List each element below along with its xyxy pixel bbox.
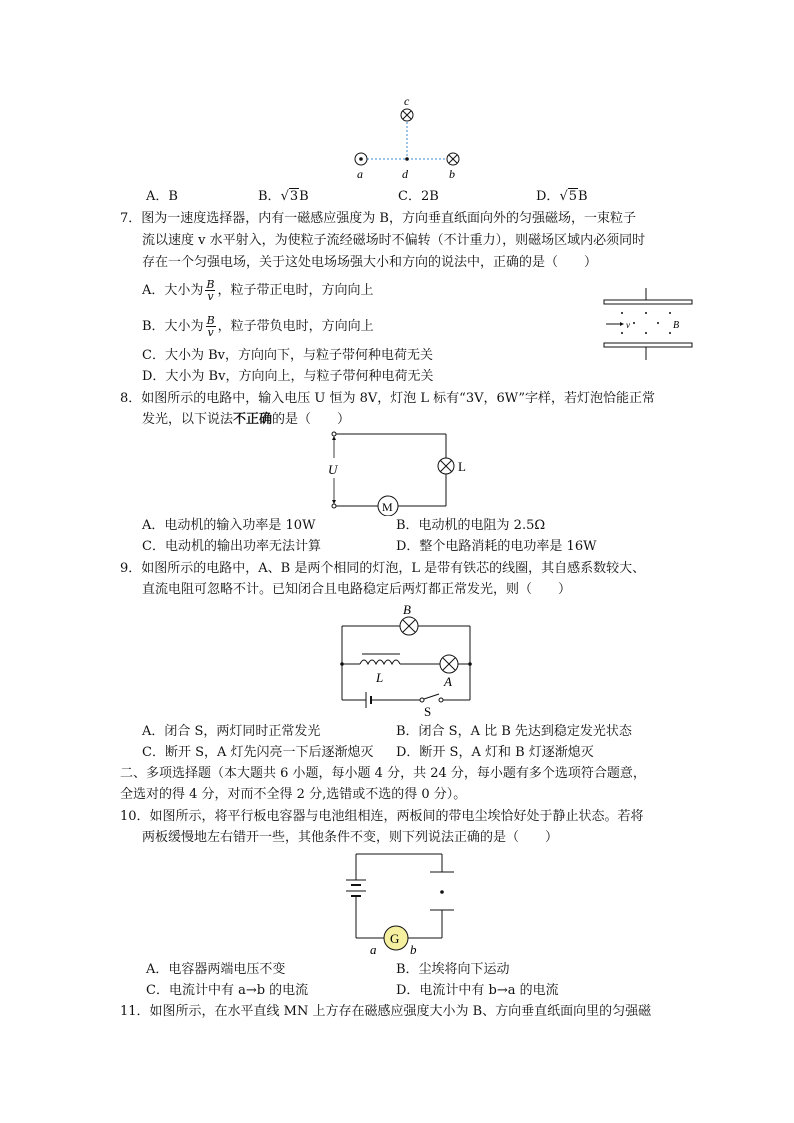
q8-option-b: B．电动机的电阻为 2.5Ω <box>396 518 546 533</box>
q9-option-c: C．断开 S，A 灯先闪亮一下后逐渐熄灭 <box>142 745 374 760</box>
q6-option-a: A．B <box>146 189 178 204</box>
fig-label-S: S <box>424 704 432 718</box>
q8-line-2: 发光，以下说法不正确的是（ ） <box>142 412 351 427</box>
fig-label-a: a <box>370 942 377 957</box>
lamp-B-icon <box>400 617 418 635</box>
lamp-A-icon <box>440 655 458 673</box>
fig-label-b: b <box>410 942 417 957</box>
section2-heading-line-2: 全选对的得 4 分，对而不全得 2 分,选错或不选的得 0 分）。 <box>120 787 467 802</box>
q7-line-3: 存在一个匀强电场，关于这处电场场强大小和方向的说法中，正确的是（ ） <box>142 255 598 270</box>
fig-label-L: L <box>458 459 466 474</box>
battery-icon <box>346 880 366 896</box>
wire-c-into-page-icon <box>401 109 413 121</box>
galvanometer-G-icon <box>384 926 408 950</box>
fig-label-U: U <box>328 462 338 477</box>
inductor-circuit-figure <box>336 600 476 718</box>
q10-option-c: C．电流计中有 a→b 的电流 <box>146 983 309 998</box>
q7-line-1: 7．图为一速度选择器，内有一磁感应强度为 B，方向垂直纸面向外的匀强磁场，一束粒子 <box>120 211 636 226</box>
label-b: b <box>449 167 455 181</box>
switch-S-icon <box>420 694 443 702</box>
label-d: d <box>402 167 408 181</box>
motor-circuit-figure <box>320 430 480 516</box>
capacitor-circuit-figure <box>340 850 460 958</box>
lamp-L-icon <box>438 458 454 474</box>
q7-option-d: D．大小为 Bv，方向向上，与粒子带何种电荷无关 <box>142 369 434 384</box>
fig-label-L: L <box>376 670 384 685</box>
wire-a-out-of-page-icon <box>355 153 367 165</box>
svg-text:G: G <box>390 931 400 946</box>
q10-option-b: B．尘埃将向下运动 <box>396 962 510 977</box>
q7-option-c: C．大小为 Bv，方向向下，与粒子带何种电荷无关 <box>142 348 433 363</box>
svg-text:M: M <box>382 500 393 514</box>
q8-option-d: D．整个电路消耗的电功率是 16W <box>396 539 597 554</box>
q11-line-1: 11．如图所示，在水平直线 MN 上方存在磁感应强度大小为 B、方向垂直纸面向里的匀强磁 <box>120 1004 652 1019</box>
battery-icon <box>366 692 371 708</box>
label-c: c <box>404 94 410 108</box>
section2-heading-line-1: 二、多项选择题（本大题共 6 小题，每小题 4 分，共 24 分，每小题有多个选项符合题意， <box>120 766 646 781</box>
motor-M-icon <box>378 496 398 516</box>
inductor-L-icon <box>360 654 400 664</box>
q10-option-d: D．电流计中有 b→a 的电流 <box>396 983 559 998</box>
capacitor-plates-icon <box>430 872 454 910</box>
q10-line-2: 两板缓慢地左右错开一些，其他条件不变，则下列说法正确的是（ ） <box>142 830 559 845</box>
q10-option-a: A．电容器两端电压不变 <box>146 962 286 977</box>
q6-option-b: B．√3B <box>258 189 309 204</box>
label-a: a <box>357 167 363 181</box>
q8-option-a: A．电动机的输入功率是 10W <box>142 518 316 533</box>
fig-label-B: B <box>403 602 411 617</box>
q9-option-a: A．闭合 S，两灯同时正常发光 <box>142 724 321 739</box>
q9-option-d: D．断开 S，A 灯和 B 灯逐渐熄灭 <box>396 745 594 760</box>
wire-field-figure <box>340 92 480 184</box>
q8-option-c: C．电动机的输出功率无法计算 <box>142 539 321 554</box>
q10-line-1: 10．如图所示，将平行板电容器与电池组相连，两板间的带电尘埃恰好处于静止状态。若将 <box>120 809 644 824</box>
q7-option-b: B．大小为 $\frac{B}{v}$ ，粒子带负电时，方向向上 <box>142 314 374 339</box>
velocity-selector-figure <box>596 286 700 366</box>
q8-line-1: 8．如图所示的电路中，输入电压 U 恒为 8V，灯泡 L 标有“3V，6W”字样，若灯泡恰能正常 <box>120 391 656 406</box>
q6-option-c: C．2B <box>398 189 439 204</box>
q7-line-2: 流以速度 v 水平射入，为使粒子流经磁场时不偏转（不计重力），则磁场区域内必须同时 <box>142 233 646 248</box>
q6-option-d: D．√5B <box>536 189 588 204</box>
wire-b-into-page-icon <box>447 153 459 165</box>
q9-line-1: 9．如图所示的电路中，A、B 是两个相同的灯泡，L 是带有铁芯的线圈，其自感系数较大、 <box>120 561 646 576</box>
q9-option-b: B．闭合 S，A 比 B 先达到稳定发光状态 <box>396 724 632 739</box>
fig-label-B: B <box>673 320 680 331</box>
q9-line-2: 直流电阻可忽略不计。已知闭合且电路稳定后两灯都正常发光，则（ ） <box>142 582 572 597</box>
fig-label-v: v <box>626 320 630 330</box>
fig-label-A: A <box>444 674 452 689</box>
q7-option-a: A．大小为 $\frac{B}{v}$ ，粒子带正电时，方向向上 <box>142 278 374 303</box>
